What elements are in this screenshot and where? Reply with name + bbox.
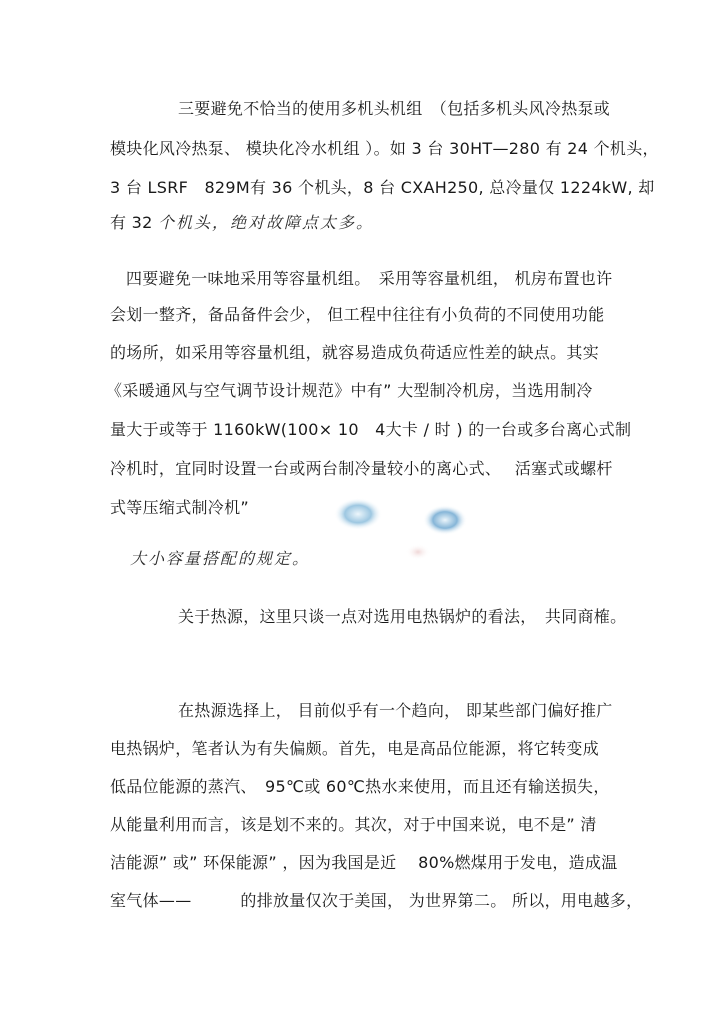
p2-line-4: 《采暖通风与空气调节设计规范》中有” 大型制冷机房，当选用制冷 [106,381,593,400]
p2-line-1: 四要避免一味地采用等容量机组。 采用等容量机组， 机房布置也许 [126,269,613,288]
p1-line-2: 模块化风冷热泵、 模块化冷水机组 ）。如 3 台 30HT—280 有 24 个机头， [110,139,659,158]
p2-line-5: 量大于或等于 1160kW(100× 10 4大卡 / 时 ) 的一台或多台离心式制 [110,420,632,439]
p4-line-1: 在热源选择上， 目前似乎有一个趋向， 即某些部门偏好推广 [178,701,613,720]
p4-line-4: 从能量利用而言，该是划不来的。其次，对于中国来说，电不是” 清 [110,815,597,834]
p2-line-7: 式等压缩式制冷机” [110,498,249,517]
p2-line-2: 会划一整齐，备品备件会少， 但工程中往往有小负荷的不同使用功能 [110,305,605,324]
p1-line-4-text: 有 32 [110,213,153,232]
p3-line-1: 关于热源，这里只谈一点对选用电热锅炉的看法， 共同商榷。 [178,607,627,626]
p1-line-3: 3 台 LSRF 829M有 36 个机头，8 台 CXAH250, 总冷量仅 1224kW, 却 [110,178,655,197]
p4-line-3: 低品位能源的蒸汽、 95℃或 60℃热水来使用，而且还有输送损失， [110,777,610,796]
p2-line-6: 冷机时，宜同时设置一台或两台制冷量较小的离心式、 活塞式或螺杆 [110,459,613,478]
p2-line-3: 的场所，如采用等容量机组，就容易造成负荷适应性差的缺点。其实 [110,343,600,362]
p4-line-2: 电热锅炉，笔者认为有失偏颇。首先，电是高品位能源，将它转变成 [110,739,600,758]
p2-handwritten-tail: 大小容量搭配的规定。 [130,549,311,568]
cat-face-watermark-icon [330,490,480,600]
p1-handwritten-tail: 个机头，绝对故障点太多。 [158,213,375,232]
p4-line-6: 室气体—— 的排放量仅次于美国， 为世界第二。 所以，用电越多， [110,891,643,910]
p1-line-1: 三要避免不恰当的使用多机头机组 （包括多机头风冷热泵或 [178,99,611,118]
p1-line-4 [110,212,374,234]
p4-line-5: 洁能源” 或” 环保能源” ，因为我国是近 80%燃煤用于发电，造成温 [110,853,618,872]
